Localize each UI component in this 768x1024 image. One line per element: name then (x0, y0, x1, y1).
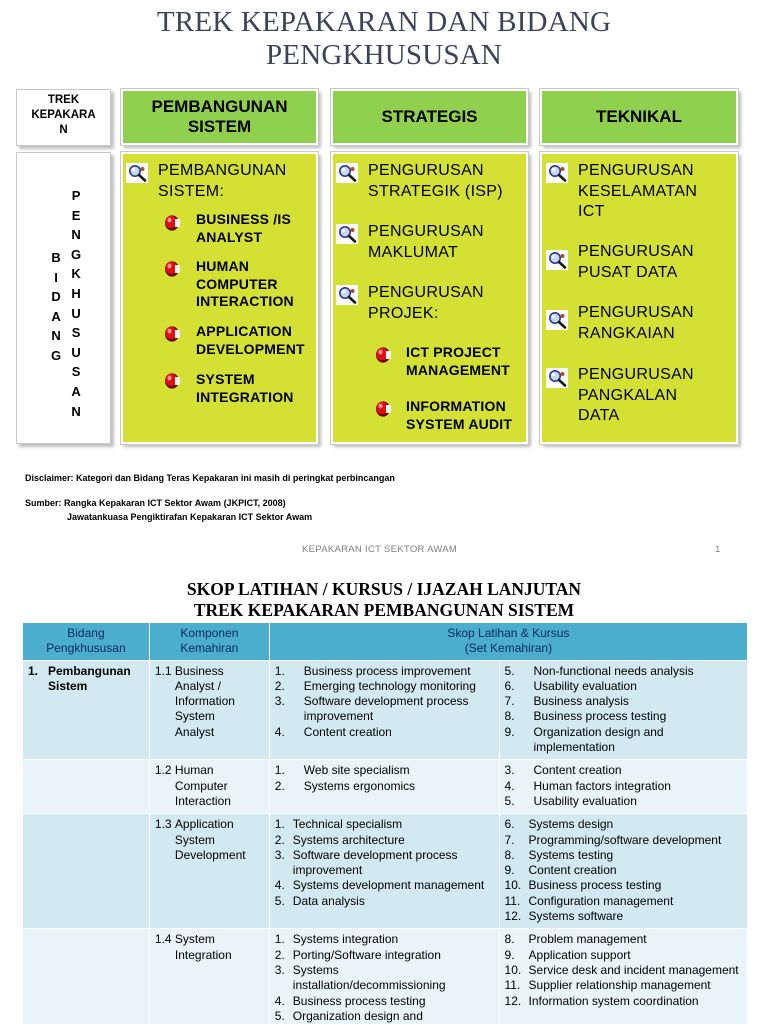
skop-list-item: 7. Business analysis (504, 694, 629, 709)
red-pushbutton-icon (164, 260, 180, 278)
disclaimer-text: Disclaimer: Kategori dan Bidang Teras Kepakaran ini masih di peringkat perbincangan (25, 473, 395, 483)
col1-sub-system-integration: SYSTEM INTEGRATION (196, 371, 294, 405)
skop-list-item: 4. Systems development management (274, 878, 485, 893)
skop-list-item: 8. Business process testing (504, 709, 667, 724)
skop-list-item: 1. Technical specialism (274, 817, 403, 832)
magnifier-person-icon (546, 310, 568, 330)
track-header-teknikal (540, 89, 738, 145)
skop-list-item: 9. Organization design and implementation (504, 724, 664, 755)
table-row (23, 660, 748, 760)
magnifier-person-icon (336, 224, 358, 244)
table-row (23, 929, 748, 1024)
skop-list-item: 5. Data analysis (274, 893, 365, 908)
track-header-strategis (331, 89, 528, 145)
magnifier-person-icon (336, 163, 358, 183)
slide1-title (0, 6, 768, 72)
skop-list-item: 4. Business process testing (274, 993, 426, 1008)
komponen-cell: 1.2 Human Computer Interaction (149, 760, 269, 814)
komponen-cell: 1.3 Application System Development (149, 814, 269, 929)
slide-footer: KEPAKARAN ICT SEKTOR AWAM (302, 544, 458, 555)
skop-list-item: 2. Systems ergonomics (274, 778, 416, 793)
skop-list-item: 1. Web site specialism (274, 763, 410, 778)
track-label: SISTEM (187, 117, 252, 136)
red-pushbutton-icon (164, 325, 180, 343)
skop-list-item: 7. Programming/software development (504, 832, 722, 847)
trek-kepakaran-label (16, 89, 111, 146)
table-header-row (23, 623, 748, 661)
trek-label-line: N (59, 124, 68, 136)
komponen-cell: 1.4 System Integration (149, 929, 269, 1024)
skop-list-item: 10. Service desk and incident management (504, 962, 739, 977)
bidang-cell (23, 760, 150, 814)
skop-list-item: 10. Business process testing (504, 878, 662, 893)
magnifier-person-icon (336, 285, 358, 305)
sumber-text-line2: Jawatankuasa Pengiktirafan Kepakaran ICT Sektor Awam (67, 512, 313, 522)
skop-list-item: 6. Systems design (504, 817, 614, 832)
red-pushbutton-icon (164, 372, 180, 390)
table-row (23, 760, 748, 814)
skop-left-cell (269, 660, 499, 760)
skop-list-item: 5. Organization design and (274, 1008, 423, 1023)
red-pushbutton-icon (375, 400, 391, 418)
magnifier-person-icon (546, 368, 568, 388)
header-skop: Skop Latihan & Kursus (Set Kemahiran) (269, 623, 747, 661)
skop-list-item: 2. Emerging technology monitoring (274, 678, 476, 693)
bidang-cell (23, 814, 150, 929)
bidang-cell (23, 929, 150, 1024)
skop-list-item: 3. Content creation (504, 763, 622, 778)
skop-list-item: 3. Software development process improvement (274, 847, 458, 878)
skop-list-item: 3. Software development process improvement (274, 694, 469, 724)
skop-right-cell (499, 660, 747, 760)
skop-list-item: 3. Systems installation/decommissioning (274, 962, 446, 993)
skop-list-item: 8. Problem management (504, 932, 647, 947)
track-header-pembangunan (121, 89, 318, 145)
slide2-title-line1: SKOP LATIHAN / KURSUS / IJAZAH LANJUTAN (186, 579, 582, 599)
col1-sub-application-development: APPLICATION DEVELOPMENT (196, 323, 305, 357)
col3-item-pusat-data: PENGURUSAN PUSAT DATA (578, 243, 694, 281)
col3-item-keselamatan: PENGURUSAN KESELAMATAN ICT (578, 162, 698, 220)
red-pushbutton-icon (375, 346, 391, 364)
skop-list-item: 4. Human factors integration (504, 778, 671, 793)
col2-sub-ict-project-management: ICT PROJECT MANAGEMENT (406, 344, 510, 378)
skop-list-item: 9. Content creation (504, 863, 617, 878)
track-label: TEKNIKAL (596, 107, 682, 126)
track-label: PEMBANGUNAN (151, 97, 288, 116)
skop-list-item: 2. Porting/Software integration (274, 947, 441, 962)
skop-list-item: 4. Content creation (274, 724, 392, 739)
trek-label-line: KEPAKARA (31, 109, 96, 121)
skop-right-cell (499, 760, 747, 814)
slide2-title-line2: TREK KEPAKARAN PEMBANGUNAN SISTEM (193, 600, 575, 620)
track-label: STRATEGIS (381, 107, 478, 126)
slide1-title-line2: PENGKHUSUSAN (265, 39, 503, 71)
skop-table (22, 622, 748, 1024)
col2-item-strategik: PENGURUSAN STRATEGIK (ISP) (368, 162, 503, 200)
skop-list-item: 9. Application support (504, 947, 631, 962)
col1-item-pembangunan-sistem: PEMBANGUNAN SISTEM: (158, 162, 287, 200)
bidang-cell: 1. Pembangunan Sistem (23, 660, 150, 760)
col2-item-maklumat: PENGURUSAN MAKLUMAT (368, 223, 484, 261)
skop-list-item: 5. Non-functional needs analysis (504, 663, 694, 678)
col3-item-pangkalan-data: PENGURUSAN PANGKALAN DATA (578, 366, 694, 424)
skop-left-cell (269, 814, 499, 929)
magnifier-person-icon (546, 163, 568, 183)
skop-list-item: 11. Supplier relationship management (504, 978, 711, 993)
magnifier-person-icon (126, 163, 148, 183)
slide1-title-line1: TREK KEPAKARAN DAN BIDANG (156, 6, 612, 38)
skop-list-item: 11. Configuration management (504, 893, 674, 908)
skop-list-item: 2. Systems architecture (274, 832, 405, 847)
header-bidang: Bidang Pengkhususan (23, 623, 150, 661)
skop-left-cell (269, 760, 499, 814)
skop-list-item: 1. Business process improvement (274, 663, 471, 678)
trek-label-line: TREK (47, 94, 80, 106)
col3-item-rangkaian: PENGURUSAN RANGKAIAN (578, 304, 694, 342)
col2-sub-information-system-audit: INFORMATION SYSTEM AUDIT (406, 398, 513, 432)
table-row (23, 814, 748, 929)
komponen-cell: 1.1 Business Analyst / Information System Analyst (149, 660, 269, 760)
skop-list-item: 1. Systems integration (274, 932, 399, 947)
skop-list-item: 6. Usability evaluation (504, 678, 637, 693)
skop-list-item: 12. Information system coordination (504, 993, 699, 1008)
sumber-text: Sumber: Rangka Kepakaran ICT Sektor Awam (JKPICT, 2008) (25, 498, 286, 508)
skop-right-cell (499, 814, 747, 929)
skop-list-item: 12. Systems software (504, 909, 624, 924)
skop-list-item: 5. Usability evaluation (504, 793, 637, 808)
page-number: 1 (715, 544, 721, 555)
col2-item-projek: PENGURUSAN PROJEK: (368, 284, 484, 322)
skop-right-cell (499, 929, 747, 1024)
skop-left-cell (269, 929, 499, 1024)
magnifier-person-icon (546, 250, 568, 270)
red-pushbutton-icon (164, 214, 180, 232)
bidang-vertical-text: B I D A N G (51, 250, 62, 363)
bidang-pengkhususan-label (16, 152, 111, 444)
header-komponen: Komponen Kemahiran (149, 623, 269, 661)
pengkhususan-vertical-text: P E N G K H U S U S A N (71, 188, 82, 419)
skop-list-item: 8. Systems testing (504, 847, 614, 862)
col1-sub-hci: HUMAN COMPUTER INTERACTION (196, 258, 294, 310)
col1-sub-business-analyst: BUSINESS /IS ANALYST (196, 211, 291, 245)
